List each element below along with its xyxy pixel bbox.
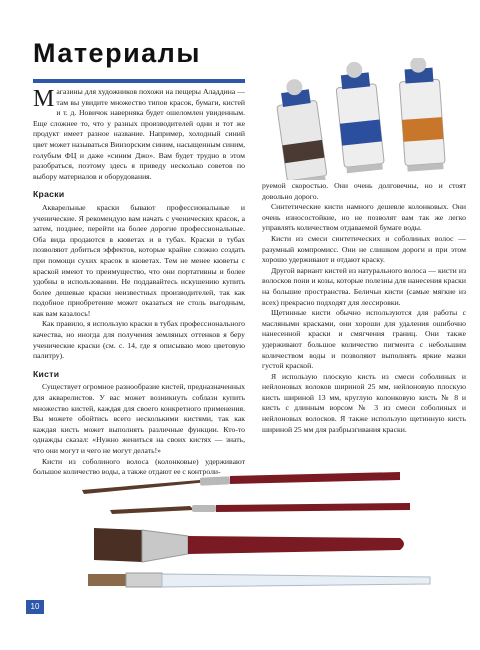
title-underline [33,79,245,83]
right-column [262,181,466,435]
brush-clear-handle [88,573,430,587]
paint-tube-blue [334,60,385,174]
right-paragraph-3: Кисти из смеси синтетических и соболиных волос — разумный компромисс. Они не слишком дороги и при этом хорошо удерживают и отдают краску. [262,233,466,265]
right-paragraph-5: Щетинные кисти обычно используются для работы с масляными красками, они хороши для удаления ошибочно нанесенной краски и смягчения границ. Они также удерживают большое количество пигмента с небольшим количеством воды и позволяют выполнять яркие мазки густой краской. [262,308,466,371]
brushes-paragraph-2: Кисти из соболиного волоса (колонковые) удерживают большое количество воды, а также отдают ее с контроли- [33,456,245,477]
brush-round-long [82,472,400,494]
page-title: Материалы [33,38,201,68]
paint-tube-orange [398,58,446,172]
right-paragraph-4: Другой вариант кистей из натурального волоса — кисти из волосков пони и козы, которые полезны для нанесения краски на большие пространства. Беличьи кисти (самые мягкие из всех) прекрасно подходят для лессировки. [262,265,466,307]
brush-flat-wide [94,528,404,562]
right-paragraph-6: Я использую плоскую кисть из смеси соболиных и нейлоновых волоков шириной 25 мм, нейлоновую плоскую кисть шириной 13 мм, круглую колонковую кисть № 8 и кисть с длинным ворсом № 3 из смеси соболиных и нейлоновых волосков. Я также использую щетинную кисть шириной 25 мм для разбрызгивания краски. [262,371,466,434]
brushes-paragraph-1: Существует огромное разнообразие кистей, предназначенных для акварелистов. У вас может возникнуть соблазн купить множество кистей, каждая для своего конкретного применения. Вы можете обойтись всего несколькими кистями, так как каждая кисть может выполнять различные функции. Кто-то однажды сказал: «Нужно жениться на своих кистях — знать, что они могут и чего не могут делать!» [33,382,245,455]
page-number: 10 [26,600,44,614]
left-column [33,87,245,478]
brush-round-thin [110,503,410,514]
section-heading-brushes: Кисти [33,368,60,379]
section-heading-paints: Краски [33,189,65,200]
paint-tube-brown [273,76,327,180]
paints-paragraph-1: Акварельные краски бывают профессиональные и ученические. Я рекомендую вам начать с ученических красок, а затем, позднее, перейти на более дорогие профессиональные. Оба вида продаются в кюветах и в тубах. Краски в тубах позволяют добиться эффектов, которые крайне сложно создать при помощи сухих красок в кюветах. Тем не менее кюветы с краской имеют то преимущество, что они портативны и более удобны в использовании. Не поддавайтесь искушению купить более дешевые краски неизвестных производителей, так как подобное приобретение может оказаться не столь выгодным, как вам казалось! [33,202,245,318]
brushes-image [70,470,470,598]
paint-tubes-image [262,58,470,180]
drop-cap: М [33,86,55,112]
right-paragraph-2: Синтетические кисти намного дешевле колонковых. Они очень износостойкие, но не позволят вам так же легко управлять количеством отдаваемой бумаге воды. [262,202,466,233]
right-paragraph-1: руемой скоростью. Они очень долговечны, но и стоят довольно дорого. [262,181,466,201]
paints-paragraph-2: Как правило, я использую краски в тубах профессионального качества, но иногда для получения земляных оттенков я беру ученические краски (см. с. 14, где я описываю мою цветовую палитру). [33,319,245,361]
intro-paragraph: Магазины для художников похожи на пещеры Аладдина — там вы увидите множество типов красок, бумаги, кистей и т. д. Новичок наверняка будет ошеломлен увиденным. Еще сложнее то, что у разных производителей одни и тот же продукт имеет разное название. Например, холодный синий цвет может называться Винзорским синим, насыщенным синим, голубым ФЦ и даже «синим Джо». Вам будет трудно в этом разобраться, поэтому здесь я приведу несколько советов по выбору материалов и оборудования. [33,86,245,181]
